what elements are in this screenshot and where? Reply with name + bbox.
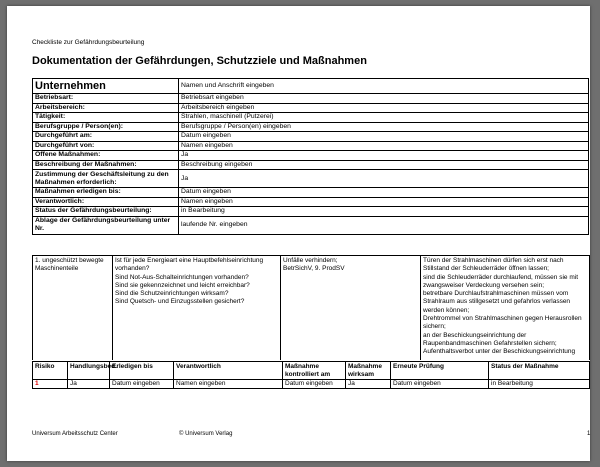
handlung-value[interactable]: Ja xyxy=(68,380,110,389)
column-header-pruefung: Erneute Prüfung xyxy=(391,362,489,380)
info-label: Zustimmung der Geschäftsleitung zu den Maßnahmen erforderlich: xyxy=(33,170,179,188)
info-row-durchgefuehrt-von xyxy=(33,141,589,151)
info-value[interactable]: in Bearbeitung xyxy=(179,207,589,217)
question: Ist für jede Energieart eine Hauptbefehlseinrichtung vorhanden? xyxy=(115,257,264,273)
footer-center: © Universum Verlag xyxy=(179,431,233,437)
info-row-zustimmung xyxy=(33,170,589,188)
hazard-measures xyxy=(421,256,590,361)
question: Sind die Schutzeinrichtungen wirksam? xyxy=(115,290,229,298)
document-page xyxy=(7,6,590,461)
column-header-handlung: Handlungsbed. xyxy=(68,362,110,380)
info-label: Maßnahmen erledigen bis: xyxy=(33,188,179,198)
risk-value[interactable]: 1 xyxy=(33,380,68,389)
info-label: Berufsgruppe / Person(en): xyxy=(33,122,179,132)
column-header-verantwortlich: Verantwortlich xyxy=(174,362,283,380)
info-value[interactable]: Beschreibung eingeben xyxy=(179,160,589,170)
info-value[interactable]: Datum eingeben xyxy=(179,132,589,142)
info-value[interactable]: Datum eingeben xyxy=(179,188,589,198)
info-value[interactable]: Namen eingeben xyxy=(179,197,589,207)
pruefung-value[interactable]: Datum eingeben xyxy=(391,380,489,389)
measures-header-row xyxy=(33,362,590,380)
info-value[interactable]: Betriebsart eingeben xyxy=(179,94,589,104)
info-label: Beschreibung der Maßnahmen: xyxy=(33,160,179,170)
measure: sind die Schleuderräder durchlaufend, müssen sie mit zwangsweiser Verdeckung versehen sein; xyxy=(423,273,579,289)
regulation: Unfälle verhindern; xyxy=(283,257,338,264)
document-caption: Checkliste zur Gefährdungsbeurteilung xyxy=(32,39,145,46)
info-label: Status der Gefährdungsbeurteilung: xyxy=(33,207,179,217)
column-header-status: Status der Maßnahme xyxy=(489,362,590,380)
column-header-kontrolliert: Maßnahme kontrolliert am xyxy=(283,362,346,380)
info-label: Arbeitsbereich: xyxy=(33,103,179,113)
footer-left: Universum Arbeitsschutz Center xyxy=(32,431,118,437)
info-row-verantwortlich xyxy=(33,197,589,207)
info-label: Verantwortlich: xyxy=(33,197,179,207)
info-value[interactable]: Namen eingeben xyxy=(179,141,589,151)
hazard-row xyxy=(33,256,590,361)
wirksam-value[interactable]: Ja xyxy=(346,380,391,389)
info-row-unternehmen xyxy=(33,79,589,94)
info-label: Durchgeführt am: xyxy=(33,132,179,142)
info-label: Durchgeführt von: xyxy=(33,141,179,151)
page-number: 1 xyxy=(587,431,591,437)
info-row-offene-massnahmen xyxy=(33,151,589,161)
measures-row xyxy=(33,380,590,389)
hazard-table xyxy=(32,255,590,360)
measure: Türen der Strahlmaschinen dürfen sich erst nach Stillstand der Schleuderräder öffnen lassen; xyxy=(423,257,564,273)
info-value[interactable]: Strahlen, maschinell (Putzerei) xyxy=(179,113,589,123)
info-row-ablage xyxy=(33,216,589,234)
question: Sind Quetsch- und Einzugsstellen gesichert? xyxy=(115,298,245,306)
info-value[interactable]: Arbeitsbereich eingeben xyxy=(179,103,589,113)
erledigen-value[interactable]: Datum eingeben xyxy=(110,380,174,389)
question: Sind Not-Aus-Schalteinrichtungen vorhanden? xyxy=(115,273,249,281)
info-row-betriebsart xyxy=(33,94,589,104)
info-row-beschreibung xyxy=(33,160,589,170)
info-label: Unternehmen xyxy=(33,79,179,94)
column-header-risiko: Risiko xyxy=(33,362,68,380)
info-value[interactable]: Namen und Anschrift eingeben xyxy=(179,79,589,94)
info-row-erledigen-bis xyxy=(33,188,589,198)
info-value[interactable]: Berufsgruppe / Person(en) eingeben xyxy=(179,122,589,132)
info-row-taetigkeit xyxy=(33,113,589,123)
status-value[interactable]: in Bearbeitung xyxy=(489,380,590,389)
regulation: BetrSichV, 9. ProdSV xyxy=(283,265,345,273)
info-value[interactable]: Ja xyxy=(179,151,589,161)
measures-table xyxy=(32,361,590,389)
info-row-durchgefuehrt-am xyxy=(33,132,589,142)
hazard-number: 1. ungeschützt bewegte Maschinenteile xyxy=(33,256,113,361)
measure: betretbare Durchlaufstrahlmaschinen müssen vom Strahlraum aus stillgesetzt und gefahrlos verlassen werden können; xyxy=(423,290,571,314)
info-value[interactable]: Ja xyxy=(179,170,589,188)
measure: Drehtrommel von Strahlmaschinen gegen Herausrollen sichern; xyxy=(423,315,582,331)
info-row-status xyxy=(33,207,589,217)
verantwortlich-value[interactable]: Namen eingeben xyxy=(174,380,283,389)
info-row-arbeitsbereich xyxy=(33,103,589,113)
hazard-regulations xyxy=(281,256,421,361)
hazard-questions xyxy=(113,256,281,361)
document-title: Dokumentation der Gefährdungen, Schutzziele und Maßnahmen xyxy=(32,55,367,67)
info-label: Ablage der Gefährdungsbeurteilung unter Nr. xyxy=(33,216,179,234)
measure: Aufenthaltsverbot unter der Beschickungseinrichtung xyxy=(423,348,576,356)
info-label: Tätigkeit: xyxy=(33,113,179,123)
info-label: Offene Maßnahmen: xyxy=(33,151,179,161)
column-header-wirksam: Maßnahme wirksam xyxy=(346,362,391,380)
question: Sind sie gekennzeichnet und leicht erreichbar? xyxy=(115,281,250,289)
info-value[interactable]: laufende Nr. eingeben xyxy=(179,216,589,234)
kontrolliert-value[interactable]: Datum eingeben xyxy=(283,380,346,389)
column-header-erledigen: Erledigen bis xyxy=(110,362,174,380)
info-table xyxy=(32,78,589,235)
info-row-berufsgruppe xyxy=(33,122,589,132)
info-label: Betriebsart: xyxy=(33,94,179,104)
measure: an der Beschickungseinrichtung der Raupenbandmaschinen Gefahrstellen sichern; xyxy=(423,331,557,347)
